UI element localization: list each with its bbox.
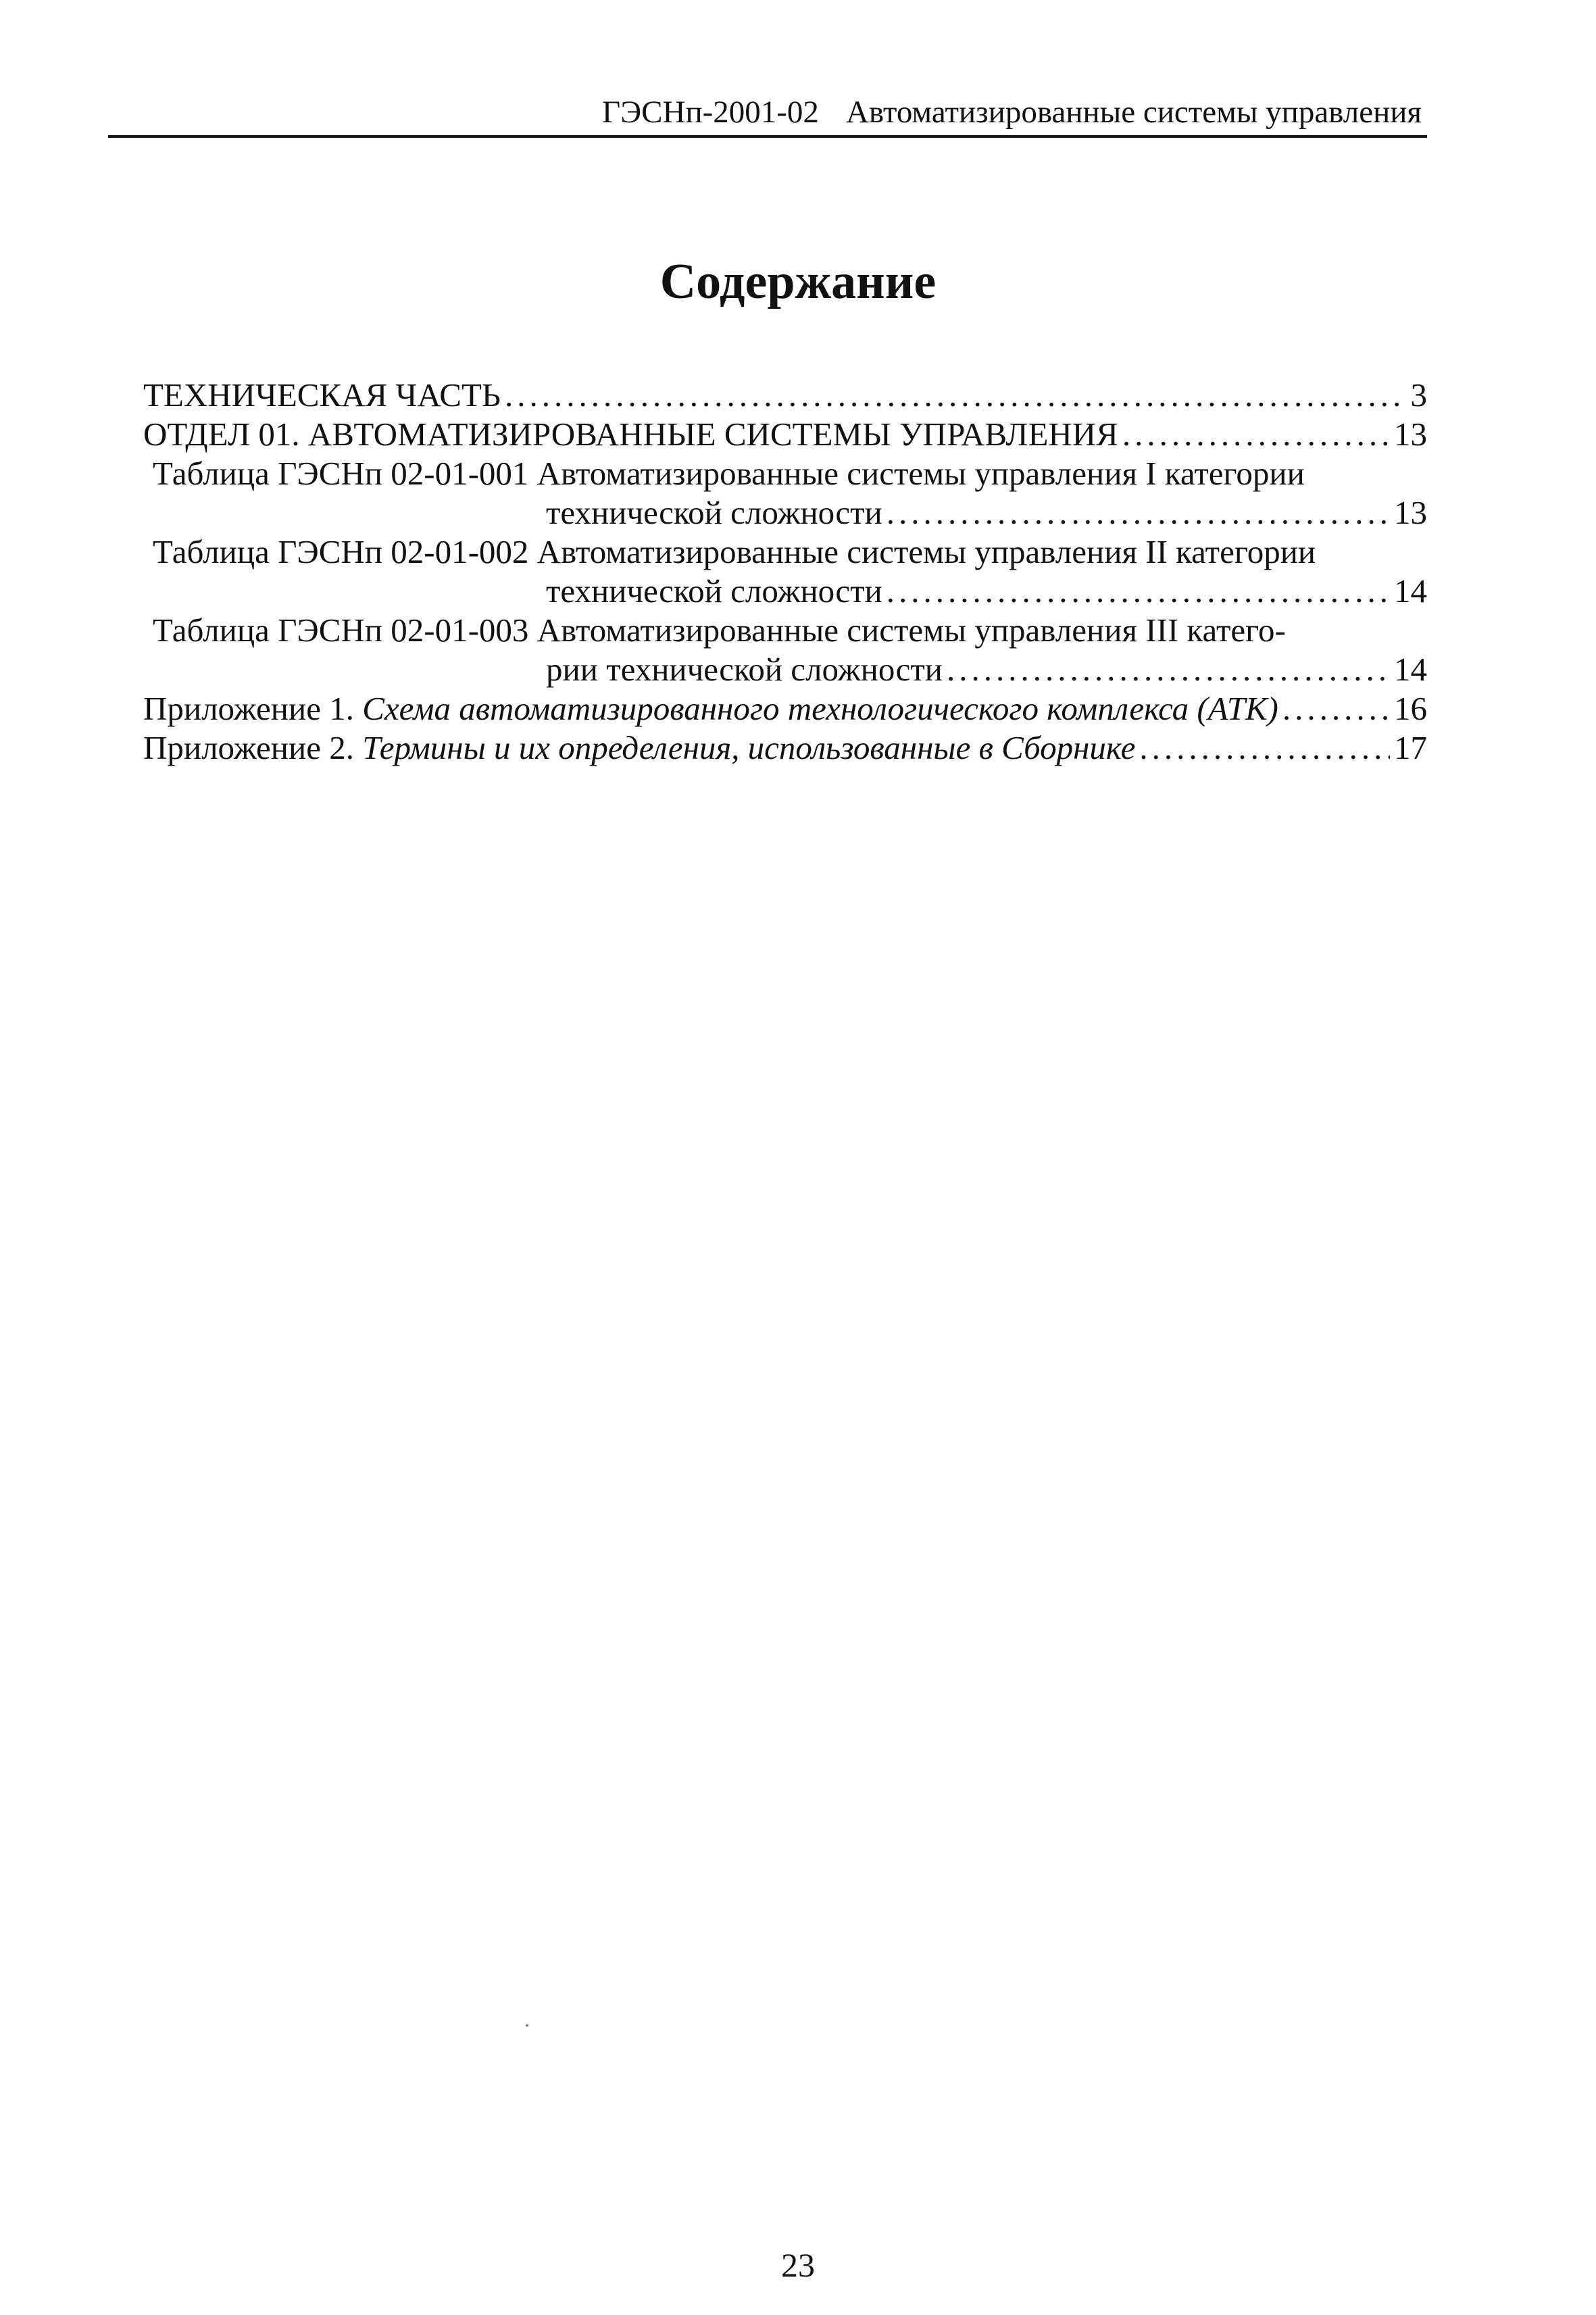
appendix-title: Схема автоматизированного технологического комплекса (АТК): [362, 690, 1278, 727]
dot-leader: [1139, 728, 1390, 768]
dot-leader: [505, 376, 1406, 415]
toc-page-number: 13: [1394, 494, 1427, 531]
toc-entry-text-continued: рии технической сложности: [546, 651, 943, 688]
toc-entry-appendix-1[interactable]: [143, 689, 1427, 728]
dot-leader: [887, 493, 1390, 532]
dot-leader: [1122, 415, 1390, 454]
toc-entry-text: ТЕХНИЧЕСКАЯ ЧАСТЬ: [143, 376, 501, 414]
dot-leader: [887, 572, 1390, 611]
toc-page-number: 16: [1394, 690, 1427, 727]
appendix-label: Приложение 1.: [143, 690, 354, 727]
toc-entry-text: [143, 689, 1278, 728]
page-title: Содержание: [659, 254, 937, 309]
toc-page-number: 14: [1394, 572, 1427, 609]
dot-leader: [1282, 689, 1390, 728]
toc-entry-table-001[interactable]: [143, 454, 1427, 532]
header-doc-title: Автоматизированные системы управления: [845, 95, 1422, 130]
toc-entry-table-002[interactable]: [143, 532, 1427, 611]
toc-entry-text: [143, 728, 1135, 768]
toc-page-number: 17: [1394, 729, 1427, 766]
toc-entry-technical-part[interactable]: [143, 376, 1427, 415]
table-of-contents: [143, 376, 1427, 768]
toc-entry-text: Таблица ГЭСНп 02-01-002 Автоматизированные системы управления II категории: [153, 533, 1316, 570]
toc-entry-text: Таблица ГЭСНп 02-01-003 Автоматизированные системы управления III катего-: [153, 612, 1286, 649]
appendix-label: Приложение 2.: [143, 729, 354, 766]
running-header: [108, 86, 1427, 138]
page-number: 23: [781, 2246, 815, 2284]
toc-entry-table-003[interactable]: [143, 611, 1427, 689]
toc-entry-text-continued: технической сложности: [546, 494, 882, 531]
scan-speck: [526, 2024, 528, 2026]
toc-entry-appendix-2[interactable]: [143, 728, 1427, 768]
appendix-title: Термины и их определения, использованные в Сборнике: [362, 729, 1136, 766]
header-doc-code: ГЭСНп-2001-02: [601, 95, 819, 130]
toc-entry-text: ОТДЕЛ 01. АВТОМАТИЗИРОВАННЫЕ СИСТЕМЫ УПРАВЛЕНИЯ: [143, 416, 1118, 453]
toc-entry-text: Таблица ГЭСНп 02-01-001 Автоматизированные системы управления I категории: [153, 455, 1305, 492]
toc-page-number: 3: [1410, 376, 1427, 414]
toc-page-number: 14: [1394, 651, 1427, 688]
toc-entry-section-01[interactable]: [143, 415, 1427, 454]
dot-leader: [947, 650, 1390, 689]
toc-entry-text-continued: технической сложности: [546, 572, 882, 609]
toc-page-number: 13: [1394, 416, 1427, 453]
